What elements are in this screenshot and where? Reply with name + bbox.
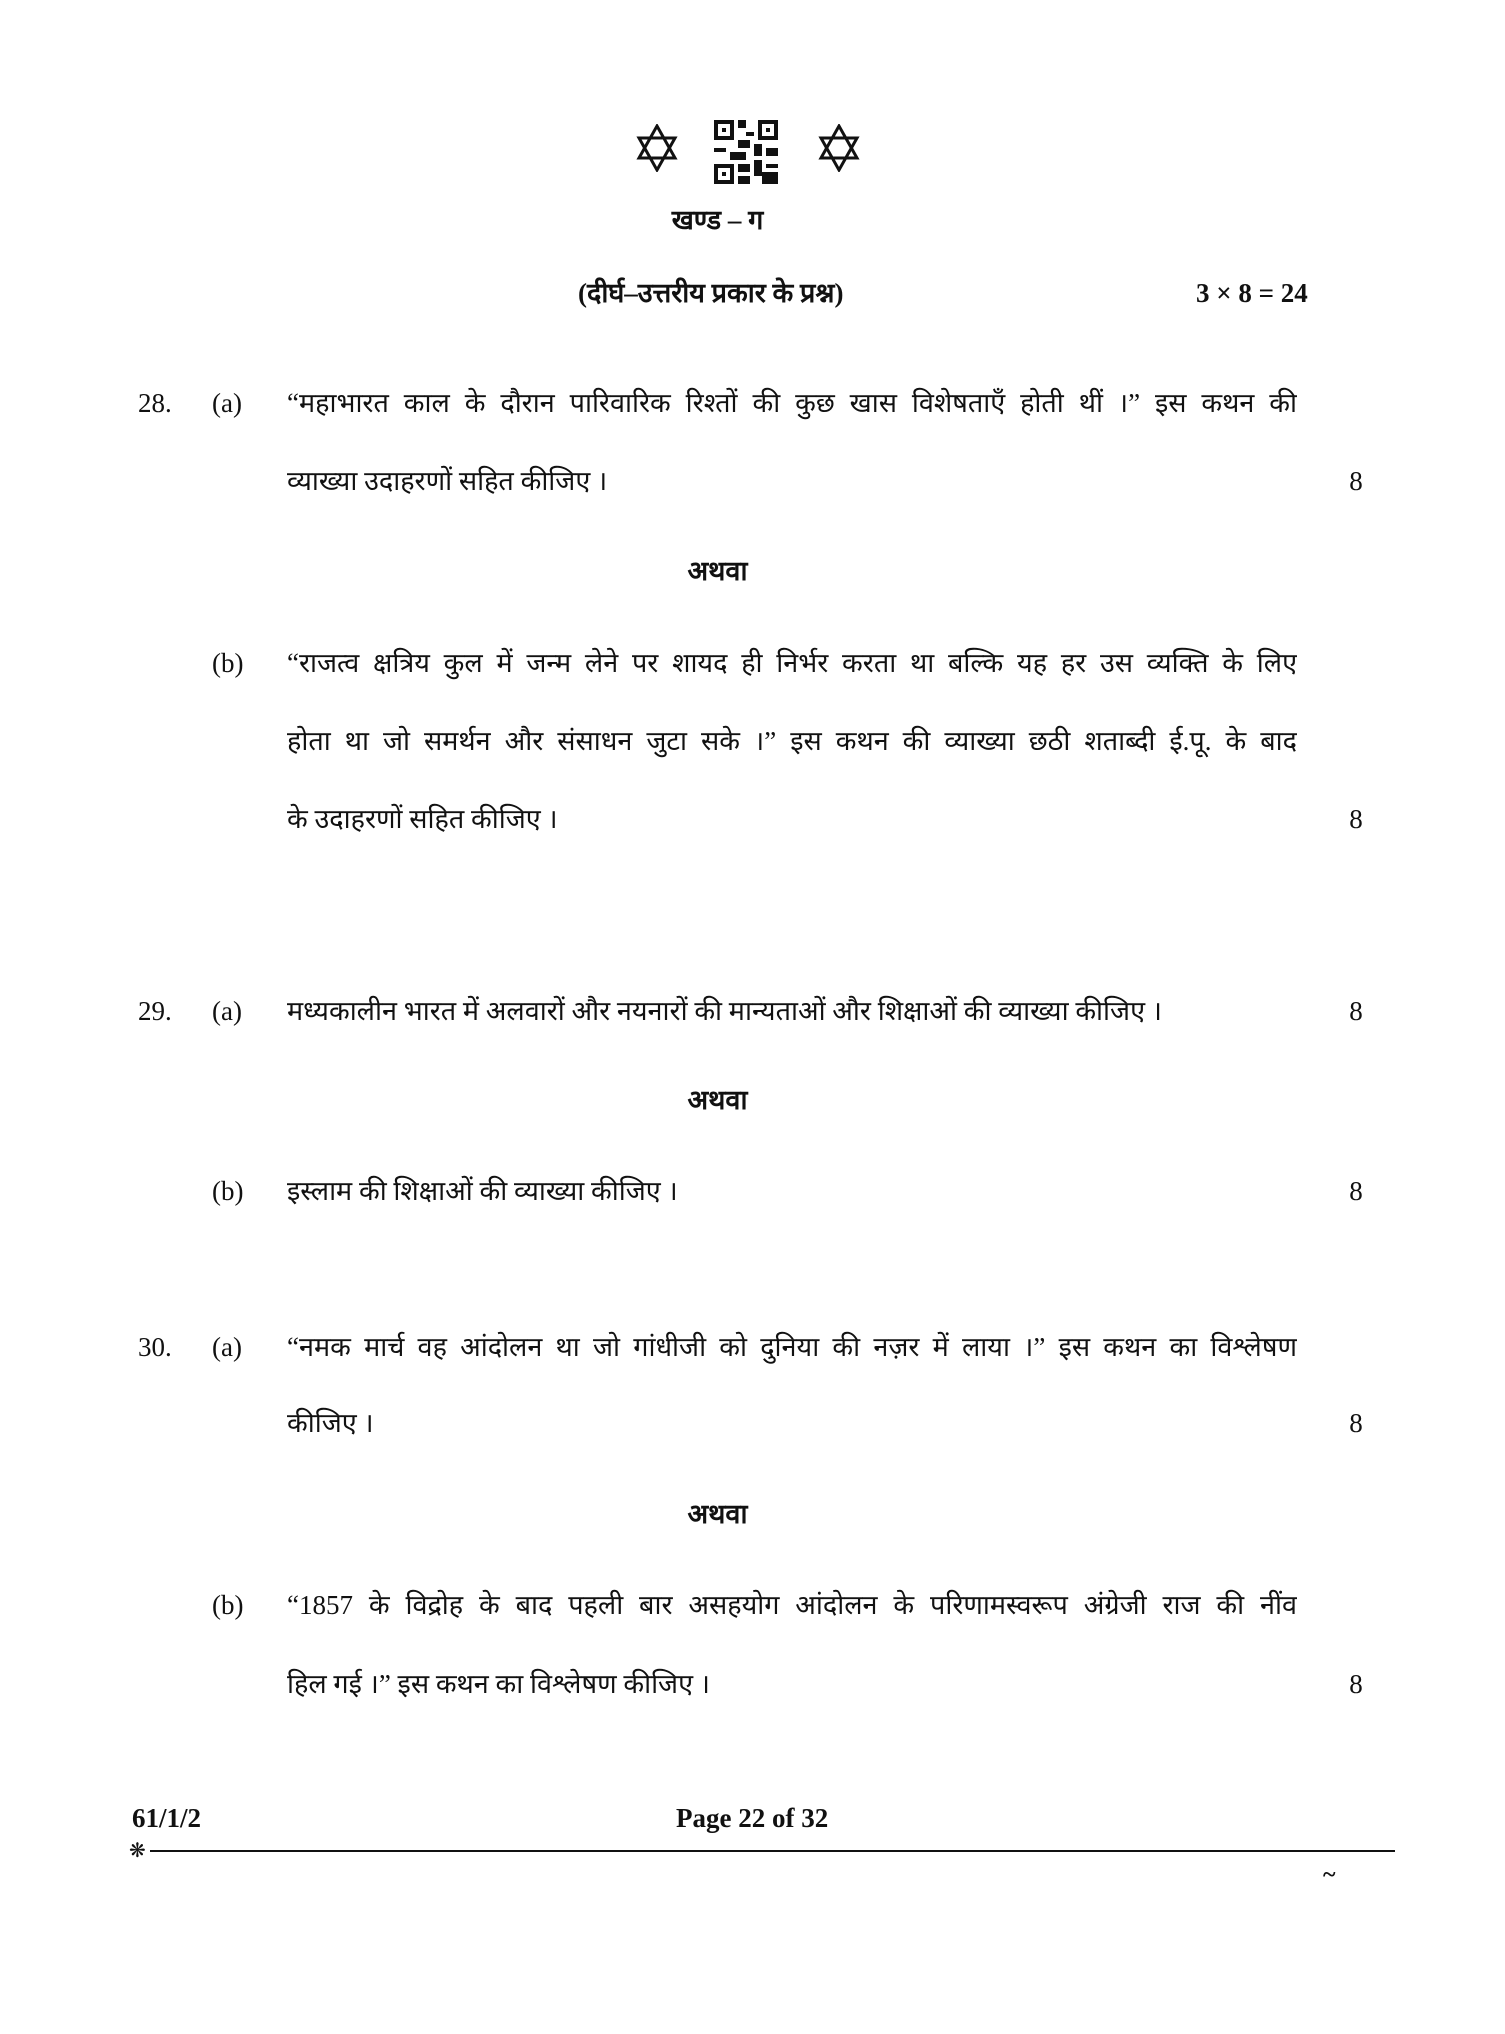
paper-code: 61/1/2 bbox=[132, 1803, 202, 1833]
section-subtitle: (दीर्घ–उत्तरीय प्रकार के प्रश्न) bbox=[578, 278, 844, 308]
flower-icon: ❋ bbox=[129, 1840, 146, 1862]
section-title: खण्ड – ग bbox=[671, 205, 764, 235]
footer-mark: ~ bbox=[1323, 1862, 1336, 1888]
question-text: हिल गई ।” इस कथन का विश्लेषण कीजिए । bbox=[287, 1669, 711, 1699]
footer-divider bbox=[150, 1850, 1395, 1852]
marks: 8 bbox=[1349, 996, 1363, 1026]
question-number: 29. bbox=[138, 996, 172, 1026]
question-number: 30. bbox=[138, 1332, 172, 1362]
question-text: “राजत्व क्षत्रिय कुल में जन्म लेने पर शायद ही निर्भर करता था बल्कि यह हर उस व्यक्ति के लिए bbox=[287, 648, 1297, 678]
part-label: (b) bbox=[212, 1176, 244, 1206]
or-label: अथवा bbox=[687, 1499, 748, 1529]
marks: 8 bbox=[1349, 466, 1363, 496]
marks: 8 bbox=[1349, 1669, 1363, 1699]
star-of-david-icon bbox=[818, 124, 860, 172]
part-label: (a) bbox=[212, 388, 242, 418]
marks: 8 bbox=[1349, 1176, 1363, 1206]
question-text: कीजिए । bbox=[287, 1408, 374, 1438]
page-number: Page 22 of 32 bbox=[676, 1803, 829, 1833]
question-text: “महाभारत काल के दौरान पारिवारिक रिश्तों की कुछ खास विशेषताएँ होती थीं ।” इस कथन की bbox=[287, 388, 1297, 418]
question-text: के उदाहरणों सहित कीजिए । bbox=[287, 804, 558, 834]
question-text: व्याख्या उदाहरणों सहित कीजिए । bbox=[287, 466, 608, 496]
qr-code-icon bbox=[714, 120, 778, 184]
question-text: मध्यकालीन भारत में अलवारों और नयनारों की मान्यताओं और शिक्षाओं की व्याख्या कीजिए । bbox=[287, 996, 1162, 1026]
question-text: होता था जो समर्थन और संसाधन जुटा सके ।” इस कथन की व्याख्या छठी शताब्दी ई.पू. के बाद bbox=[287, 726, 1297, 756]
marks: 8 bbox=[1349, 804, 1363, 834]
question-text: “1857 के विद्रोह के बाद पहली बार असहयोग आंदोलन के परिणामस्वरूप अंग्रेजी राज की नींव bbox=[287, 1590, 1297, 1620]
marks: 8 bbox=[1349, 1408, 1363, 1438]
part-label: (b) bbox=[212, 1590, 244, 1620]
part-label: (a) bbox=[212, 996, 242, 1026]
question-number: 28. bbox=[138, 388, 172, 418]
question-text: इस्लाम की शिक्षाओं की व्याख्या कीजिए । bbox=[287, 1176, 678, 1206]
or-label: अथवा bbox=[687, 1085, 748, 1115]
part-label: (a) bbox=[212, 1332, 242, 1362]
star-of-david-icon bbox=[636, 124, 678, 172]
section-marks: 3 × 8 = 24 bbox=[1196, 278, 1308, 308]
part-label: (b) bbox=[212, 648, 244, 678]
question-text: “नमक मार्च वह आंदोलन था जो गांधीजी को दुनिया की नज़र में लाया ।” इस कथन का विश्लेषण bbox=[287, 1332, 1297, 1362]
or-label: अथवा bbox=[687, 556, 748, 586]
